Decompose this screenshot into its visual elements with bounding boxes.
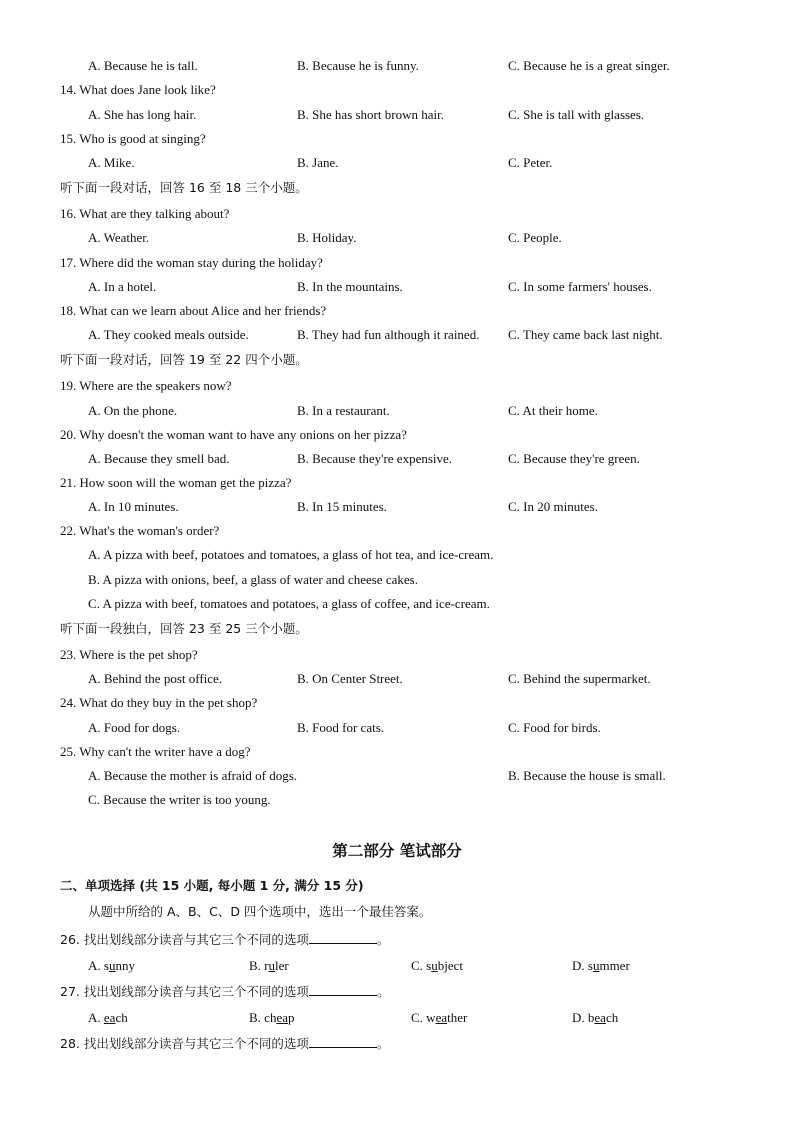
q20-option-b: B. Because they're expensive. (297, 451, 453, 466)
q27-option-c: C. weather (411, 1010, 468, 1025)
q24-option-c: C. Food for birds. (508, 720, 601, 735)
q22-option-b: B. A pizza with onions, beef, a glass of water and cheese cakes. (88, 572, 418, 587)
q19-option-c: C. At their home. (508, 403, 598, 418)
q13-option-b: B. Because he is funny. (297, 58, 419, 73)
q23-option-b: B. On Center Street. (297, 671, 403, 686)
q28-answer-blank (309, 1036, 377, 1048)
q15-option-c: C. Peter. (508, 155, 553, 170)
q26-option-d: D. summer (572, 958, 630, 973)
q14-option-b: B. She has short brown hair. (297, 107, 444, 122)
q24-option-b: B. Food for cats. (297, 720, 385, 735)
q16-option-c: C. People. (508, 230, 562, 245)
q17-option-b: B. In the mountains. (297, 279, 403, 294)
q15-option-a: A. Mike. (88, 155, 135, 170)
q27-option-d: D. beach (572, 1010, 619, 1025)
q22-option-c: C. A pizza with beef, tomatoes and potatoes, a glass of coffee, and ice-cream. (88, 596, 490, 611)
q24-option-a: A. Food for dogs. (88, 720, 181, 735)
q28-stem (60, 1036, 389, 1052)
q26-option-c: C. subject (411, 958, 463, 973)
q26-option-a: A. sunny (88, 958, 135, 973)
q17-option-c: C. In some farmers' houses. (508, 279, 652, 294)
q26-option-a-underlined: u (108, 958, 116, 973)
q18-stem: 18. What can we learn about Alice and her friends? (60, 303, 327, 318)
q27-option-c-underlined: ea (435, 1010, 448, 1025)
q25-stem: 25. Why can't the writer have a dog? (60, 744, 251, 759)
q26-option-b: B. ruler (249, 958, 289, 973)
listening-instruction-23-25: 听下面一段独白，回答 23 至 25 三个小题。 (60, 621, 308, 636)
q26-answer-blank (309, 932, 377, 944)
q15-stem: 15. Who is good at singing? (60, 131, 206, 146)
q25-option-c: C. Because the writer is too young. (88, 792, 271, 807)
q26-option-d-underlined: u (592, 958, 600, 973)
q25-option-b: B. Because the house is small. (508, 768, 666, 783)
q18-option-a: A. They cooked meals outside. (88, 327, 249, 342)
q15-option-b: B. Jane. (297, 155, 339, 170)
q28-stem-text: 28. 找出划线部分读音与其它三个不同的选项 (60, 1036, 309, 1051)
q14-option-c: C. She is tall with glasses. (508, 107, 645, 122)
q13-option-c: C. Because he is a great singer. (508, 58, 670, 73)
q21-option-c: C. In 20 minutes. (508, 499, 598, 514)
q19-option-b: B. In a restaurant. (297, 403, 390, 418)
listening-instruction-16-18: 听下面一段对话，回答 16 至 18 三个小题。 (60, 180, 308, 195)
q16-stem: 16. What are they talking about? (60, 206, 230, 221)
q22-stem: 22. What's the woman's order? (60, 523, 220, 538)
q26-option-c-underlined: u (431, 958, 438, 973)
q22-option-a: A. A pizza with beef, potatoes and tomatoes, a glass of hot tea, and ice-cream. (88, 547, 494, 562)
q20-option-c: C. Because they're green. (508, 451, 640, 466)
q24-stem: 24. What do they buy in the pet shop? (60, 695, 258, 710)
q19-stem: 19. Where are the speakers now? (60, 378, 232, 393)
q16-option-b: B. Holiday. (297, 230, 357, 245)
listening-instruction-19-22: 听下面一段对话，回答 19 至 22 四个小题。 (60, 352, 308, 367)
section-two-heading: 二、单项选择 (共 15 小题, 每小题 1 分, 满分 15 分) (60, 878, 364, 893)
q23-stem: 23. Where is the pet shop? (60, 647, 198, 662)
q14-stem: 14. What does Jane look like? (60, 82, 216, 97)
q23-option-a: A. Behind the post office. (88, 671, 223, 686)
q27-option-b-underlined: ea (276, 1010, 288, 1025)
q27-stem-end: 。 (376, 984, 390, 999)
q16-option-a: A. Weather. (88, 230, 150, 245)
q17-stem: 17. Where did the woman stay during the holiday? (60, 255, 323, 270)
q28-stem-end: 。 (376, 1036, 390, 1051)
q26-stem-end: 。 (376, 932, 390, 947)
q27-option-d-underlined: ea (594, 1010, 606, 1025)
q20-option-a: A. Because they smell bad. (88, 451, 230, 466)
q17-option-a: A. In a hotel. (88, 279, 157, 294)
q26-stem (60, 932, 389, 948)
q26-option-b-underlined: u (268, 958, 276, 973)
q21-option-b: B. In 15 minutes. (297, 499, 387, 514)
q27-stem-text: 27. 找出划线部分读音与其它三个不同的选项 (60, 984, 309, 999)
q25-option-a: A. Because the mother is afraid of dogs. (88, 768, 298, 783)
q21-option-a: A. In 10 minutes. (88, 499, 179, 514)
q18-option-c: C. They came back last night. (508, 327, 663, 342)
section-two-instruction: 从题中所给的 A、B、C、D 四个选项中，选出一个最佳答案。 (88, 904, 432, 919)
q26-stem-text: 26. 找出划线部分读音与其它三个不同的选项 (60, 932, 309, 947)
q27-answer-blank (309, 984, 377, 996)
part-two-title: 第二部分 笔试部分 (332, 842, 462, 860)
q27-option-a: A. each (88, 1010, 128, 1025)
q14-option-a: A. She has long hair. (88, 107, 197, 122)
q19-option-a: A. On the phone. (88, 403, 178, 418)
q21-stem: 21. How soon will the woman get the pizza? (60, 475, 292, 490)
q27-stem (60, 984, 389, 1000)
q13-option-a: A. Because he is tall. (88, 58, 198, 73)
q27-option-b: B. cheap (249, 1010, 295, 1025)
q23-option-c: C. Behind the supermarket. (508, 671, 651, 686)
q20-stem: 20. Why doesn't the woman want to have any onions on her pizza? (60, 427, 407, 442)
q18-option-b: B. They had fun although it rained. (297, 327, 480, 342)
q27-option-a-underlined: ea (103, 1010, 116, 1025)
